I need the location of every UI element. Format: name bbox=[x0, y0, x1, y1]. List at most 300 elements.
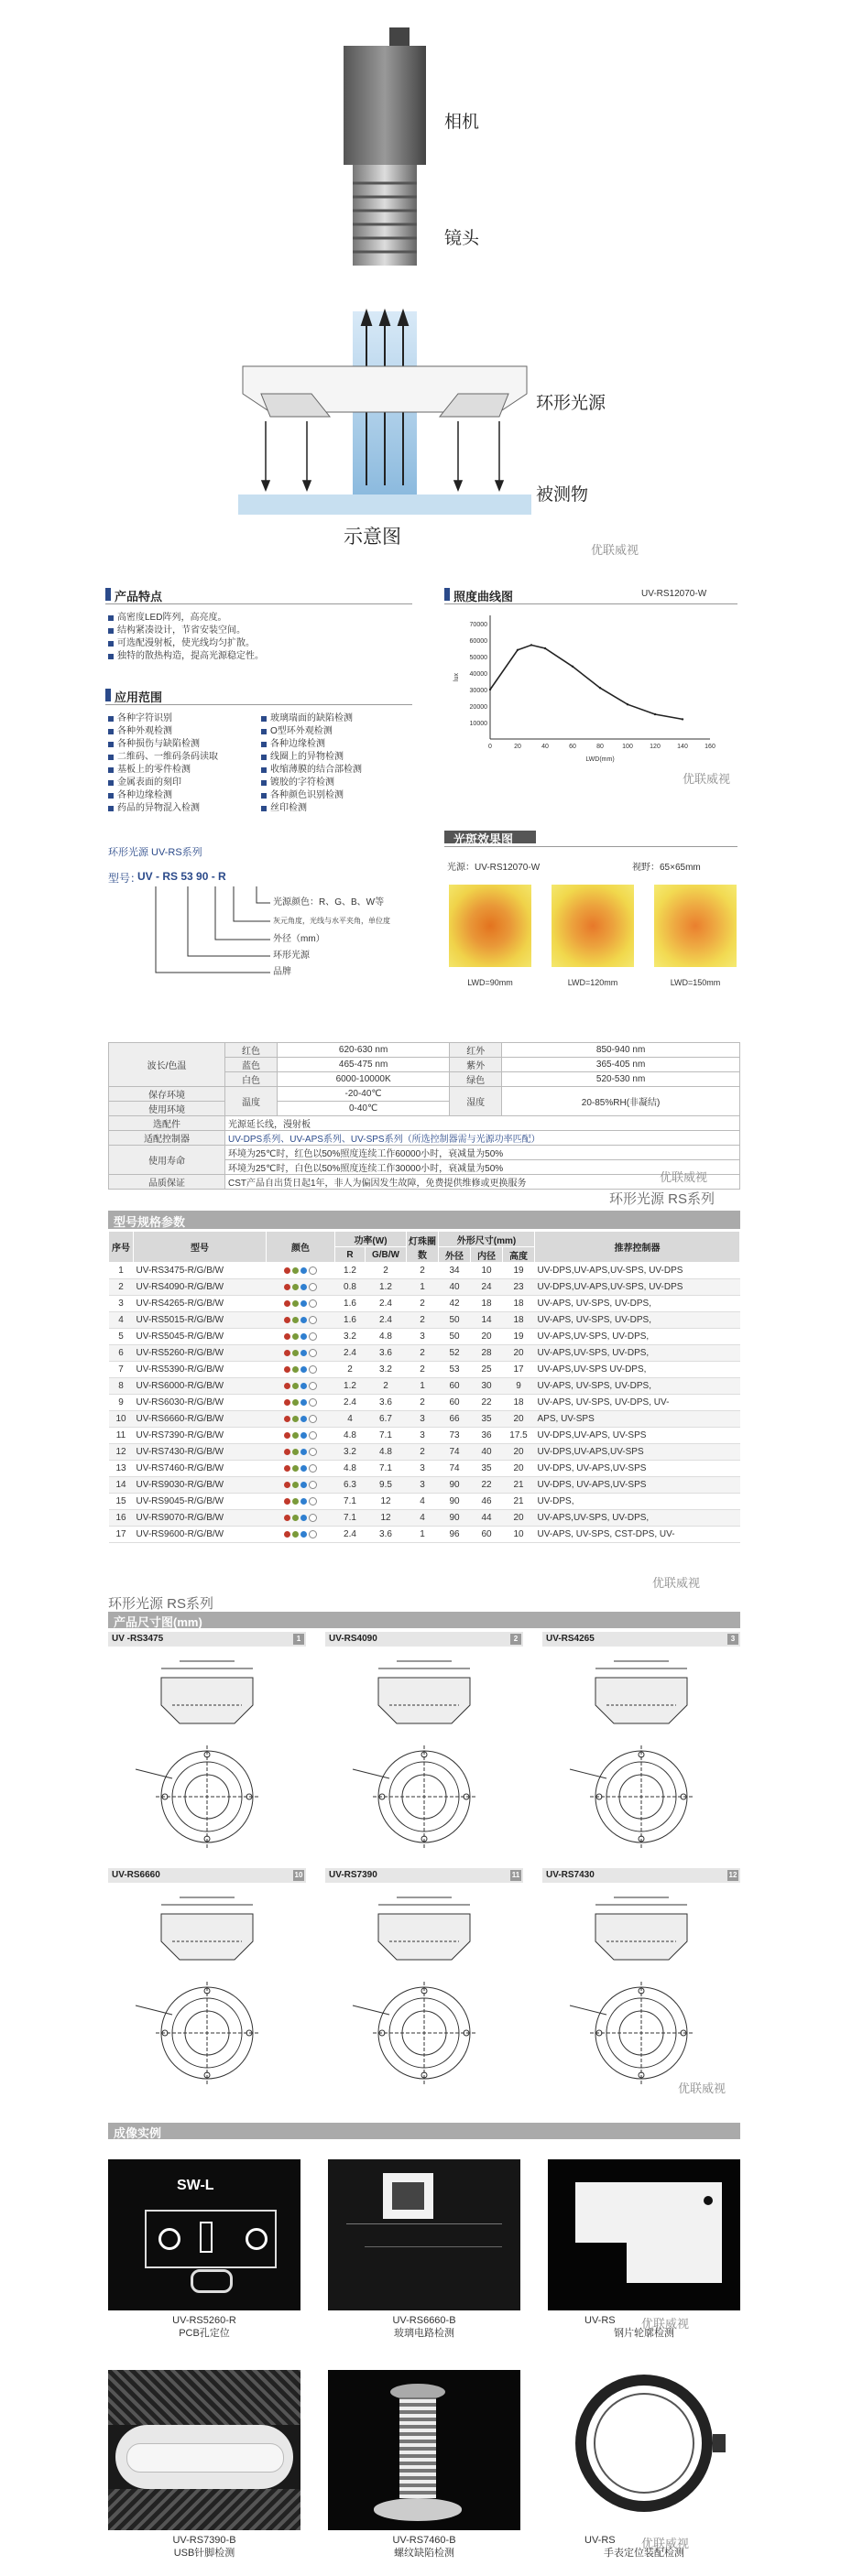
example-desc: 玻璃电路检测 bbox=[394, 2328, 454, 2339]
table-cell: 4 bbox=[407, 1510, 439, 1527]
table-cell: 4.8 bbox=[335, 1461, 366, 1477]
table-cell: UV-DPS,UV-APS,UV-SPS bbox=[535, 1444, 740, 1461]
table-cell: 60 bbox=[439, 1378, 471, 1395]
color-dot bbox=[300, 1449, 307, 1455]
color-dot bbox=[309, 1448, 317, 1456]
color-dot bbox=[284, 1267, 290, 1274]
table-cell: 15 bbox=[109, 1494, 134, 1510]
color-dots bbox=[267, 1477, 335, 1494]
color-dot bbox=[292, 1449, 299, 1455]
table-cell: 6 bbox=[109, 1345, 134, 1362]
color-dot bbox=[309, 1266, 317, 1275]
color-dot bbox=[284, 1284, 290, 1290]
color-dot bbox=[284, 1482, 290, 1488]
table-cell: UV-RS9030-R/G/B/W bbox=[134, 1477, 267, 1494]
dim-panel bbox=[108, 1632, 306, 1856]
table-cell: UV-RS6000-R/G/B/W bbox=[134, 1378, 267, 1395]
list-item: 各种边缘检测 bbox=[108, 789, 255, 802]
color-dots bbox=[267, 1461, 335, 1477]
lens-label: 镜头 bbox=[444, 229, 480, 248]
table-cell: 2 bbox=[335, 1362, 366, 1378]
color-dots bbox=[267, 1362, 335, 1378]
y-tick-label: 70000 bbox=[469, 622, 487, 628]
list-item: 结构紧凑设计，节省安装空间。 bbox=[108, 625, 410, 637]
table-cell: 4 bbox=[109, 1312, 134, 1329]
table-cell: 3 bbox=[407, 1411, 439, 1428]
color-dot bbox=[300, 1366, 307, 1373]
table-cell: 35 bbox=[471, 1411, 503, 1428]
table-cell: 9.5 bbox=[366, 1477, 407, 1494]
table-cell: 42 bbox=[439, 1296, 471, 1312]
table-cell: 4 bbox=[335, 1411, 366, 1428]
example-model: UV-RS5260-R bbox=[172, 2315, 236, 2326]
color-dot bbox=[300, 1482, 307, 1488]
list-item: 各种颜色识别检测 bbox=[261, 789, 412, 802]
table-cell: UV-DPS, UV-APS,UV-SPS bbox=[535, 1461, 740, 1477]
data-point bbox=[599, 687, 601, 689]
table-row bbox=[109, 1428, 740, 1444]
color-dot bbox=[284, 1366, 290, 1373]
table-row: 品质保证 CST产品自出货日起1年，非人为偏因发生故障，免费提供维修或更换服务 bbox=[109, 1175, 740, 1190]
table-cell: 40 bbox=[471, 1444, 503, 1461]
list-item: 金属表面的刻印 bbox=[108, 777, 255, 789]
table-cell: 25 bbox=[471, 1362, 503, 1378]
series-line bbox=[490, 645, 683, 719]
dim-model-name: UV-RS4090 bbox=[329, 1634, 377, 1644]
color-dot bbox=[309, 1382, 317, 1390]
dim-model-name: UV-RS4265 bbox=[546, 1634, 595, 1644]
table-cell: 21 bbox=[503, 1494, 535, 1510]
table-row bbox=[109, 1461, 740, 1477]
dim-panel bbox=[108, 1868, 306, 2092]
list-item: 丝印检测 bbox=[261, 802, 412, 815]
table-cell: 3.2 bbox=[335, 1444, 366, 1461]
examples-heading: 成像实例 bbox=[108, 2123, 740, 2139]
x-tick-label: 80 bbox=[596, 744, 604, 750]
spec-table bbox=[108, 1042, 740, 1190]
table-cell: 46 bbox=[471, 1494, 503, 1510]
table-cell: 16 bbox=[109, 1510, 134, 1527]
list-item: 镀胶的字符检测 bbox=[261, 777, 412, 789]
data-point bbox=[544, 647, 546, 649]
color-dot bbox=[300, 1432, 307, 1439]
table-cell: 20 bbox=[471, 1329, 503, 1345]
color-dot bbox=[300, 1465, 307, 1472]
spot-caption: LWD=120mm bbox=[567, 978, 618, 987]
color-dot bbox=[284, 1383, 290, 1389]
list-item: 可选配漫射板，使光线均匀扩散。 bbox=[108, 637, 410, 650]
color-dot bbox=[309, 1365, 317, 1374]
table-cell: 2 bbox=[407, 1263, 439, 1279]
table-cell: 1 bbox=[109, 1263, 134, 1279]
table-cell: 2 bbox=[407, 1444, 439, 1461]
table-cell: 17 bbox=[109, 1527, 134, 1543]
table-cell: UV-APS,UV-SPS, UV-DPS, bbox=[535, 1510, 740, 1527]
list-item: 收缩薄膜的结合部检测 bbox=[261, 764, 412, 777]
object-label: 被测物 bbox=[536, 485, 589, 505]
table-row bbox=[109, 1477, 740, 1494]
data-point bbox=[627, 703, 628, 705]
color-dot bbox=[284, 1515, 290, 1521]
models-heading: 型号规格参数 bbox=[108, 1211, 740, 1229]
table-cell: 2.4 bbox=[335, 1345, 366, 1362]
table-cell: 10 bbox=[471, 1263, 503, 1279]
diagram bbox=[0, 0, 852, 568]
color-dot bbox=[284, 1449, 290, 1455]
table-cell: 11 bbox=[109, 1428, 134, 1444]
watermark: 优联威视 bbox=[641, 2317, 690, 2331]
dim-model-name: UV-RS7390 bbox=[329, 1870, 377, 1880]
color-dot bbox=[292, 1383, 299, 1389]
x-tick-label: 160 bbox=[705, 744, 715, 750]
color-dot bbox=[309, 1530, 317, 1538]
model-code: UV - RS 53 90 - R bbox=[137, 870, 226, 883]
color-dot bbox=[300, 1333, 307, 1340]
color-dot bbox=[309, 1283, 317, 1291]
table-cell: 3 bbox=[109, 1296, 134, 1312]
list-item: 高密度LED阵列，高亮度。 bbox=[108, 612, 410, 625]
table-row: 选配件 光源延长线，漫射板 bbox=[109, 1116, 740, 1131]
table-cell: UV-APS,UV-SPS, UV-DPS, bbox=[535, 1345, 740, 1362]
example-image-usb bbox=[108, 2370, 300, 2530]
table-cell: 20 bbox=[503, 1411, 535, 1428]
table-cell: 1 bbox=[407, 1378, 439, 1395]
dims-heading: 产品尺寸图(mm) bbox=[108, 1612, 740, 1628]
table-cell: UV-APS, UV-SPS, UV-DPS, bbox=[535, 1378, 740, 1395]
table-row bbox=[109, 1411, 740, 1428]
dim-panel-title bbox=[108, 1632, 306, 1647]
table-cell: 3 bbox=[407, 1477, 439, 1494]
table-cell: 13 bbox=[109, 1461, 134, 1477]
x-tick-label: 60 bbox=[569, 744, 576, 750]
table-cell: 6.7 bbox=[366, 1411, 407, 1428]
dim-panel bbox=[542, 1632, 740, 1856]
dim-drawing bbox=[542, 1650, 740, 1856]
color-dot bbox=[292, 1284, 299, 1290]
table-cell: 12 bbox=[366, 1494, 407, 1510]
dim-panel bbox=[325, 1868, 523, 2092]
example-desc: 手表定位装配检测 bbox=[604, 2548, 684, 2559]
color-dot bbox=[309, 1514, 317, 1522]
series-label: 环形光源 RS系列 bbox=[609, 1191, 715, 1207]
color-dot bbox=[292, 1465, 299, 1472]
x-tick-label: 40 bbox=[541, 744, 549, 750]
table-row: 白色 6000-10000K 绿色 520-530 nm bbox=[109, 1072, 740, 1087]
table-cell: UV-RS4090-R/G/B/W bbox=[134, 1279, 267, 1296]
curve-model: UV-RS12070-W bbox=[641, 589, 707, 599]
color-dot bbox=[309, 1497, 317, 1505]
color-dot bbox=[309, 1431, 317, 1440]
dim-panel-number: 11 bbox=[511, 1871, 520, 1879]
table-cell: 20 bbox=[503, 1444, 535, 1461]
table-cell: 17 bbox=[503, 1362, 535, 1378]
ring-light-label: 环形光源 bbox=[536, 394, 606, 413]
table-cell: 3.6 bbox=[366, 1395, 407, 1411]
list-item: 药品的异物混入检测 bbox=[108, 802, 255, 815]
example-image-pcb bbox=[108, 2159, 300, 2310]
spot-image bbox=[654, 885, 737, 967]
y-tick-label: 30000 bbox=[469, 688, 487, 694]
model-code-leaders bbox=[147, 885, 275, 976]
table-cell: 35 bbox=[471, 1461, 503, 1477]
color-dot bbox=[292, 1498, 299, 1505]
table-cell: 9 bbox=[503, 1378, 535, 1395]
color-dots bbox=[267, 1527, 335, 1543]
table-cell: 40 bbox=[439, 1279, 471, 1296]
color-dots bbox=[267, 1510, 335, 1527]
table-cell: UV-RS3475-R/G/B/W bbox=[134, 1263, 267, 1279]
table-cell: 14 bbox=[109, 1477, 134, 1494]
color-dot bbox=[284, 1432, 290, 1439]
dim-panel bbox=[542, 1868, 740, 2092]
list-item: 基板上的零件检测 bbox=[108, 764, 255, 777]
table-cell: UV-RS5260-R/G/B/W bbox=[134, 1345, 267, 1362]
color-dot bbox=[292, 1416, 299, 1422]
applications-list-2 bbox=[261, 712, 412, 815]
color-dot bbox=[284, 1350, 290, 1356]
dim-panel-title bbox=[542, 1868, 740, 1883]
table-cell: 2 bbox=[407, 1296, 439, 1312]
table-cell: 2.4 bbox=[366, 1312, 407, 1329]
example-model: UV-RS bbox=[584, 2535, 616, 2546]
table-cell: 7 bbox=[109, 1362, 134, 1378]
table-cell: 30 bbox=[471, 1378, 503, 1395]
dim-model-name: UV-RS7430 bbox=[546, 1870, 595, 1880]
features-heading: 产品特点 bbox=[105, 586, 412, 604]
color-dots bbox=[267, 1312, 335, 1329]
table-cell: 1 bbox=[407, 1279, 439, 1296]
watermark: 优联威视 bbox=[683, 772, 731, 786]
data-point bbox=[530, 644, 532, 646]
dim-panel-title bbox=[325, 1868, 523, 1883]
table-header-row: R G/B/W 外径 内径 高度 bbox=[109, 1247, 740, 1263]
table-cell: 4.8 bbox=[366, 1329, 407, 1345]
table-row bbox=[109, 1510, 740, 1527]
code-part: 外径（mm） bbox=[273, 934, 325, 944]
table-cell: 1 bbox=[407, 1527, 439, 1543]
color-dot bbox=[300, 1383, 307, 1389]
x-tick-label: 140 bbox=[677, 744, 688, 750]
color-dot bbox=[292, 1366, 299, 1373]
curve-heading: 照度曲线图 bbox=[444, 586, 737, 604]
color-dots bbox=[267, 1395, 335, 1411]
table-cell: 17.5 bbox=[503, 1428, 535, 1444]
color-dot bbox=[292, 1300, 299, 1307]
dim-panel-title bbox=[542, 1632, 740, 1647]
table-cell: 3.6 bbox=[366, 1345, 407, 1362]
table-cell: UV-APS, UV-SPS, UV-DPS, bbox=[535, 1296, 740, 1312]
table-cell: 19 bbox=[503, 1329, 535, 1345]
table-cell: 8 bbox=[109, 1378, 134, 1395]
table-row bbox=[109, 1378, 740, 1395]
color-dots bbox=[267, 1279, 335, 1296]
color-dots bbox=[267, 1296, 335, 1312]
table-cell: 52 bbox=[439, 1345, 471, 1362]
table-cell: UV-DPS,UV-APS,UV-SPS, UV-DPS bbox=[535, 1263, 740, 1279]
table-row bbox=[109, 1395, 740, 1411]
color-dot bbox=[300, 1284, 307, 1290]
color-dot bbox=[292, 1432, 299, 1439]
table-cell: 3.2 bbox=[335, 1329, 366, 1345]
table-cell: UV-DPS,UV-APS,UV-SPS, UV-DPS bbox=[535, 1279, 740, 1296]
data-point bbox=[654, 713, 656, 715]
table-cell: 1.6 bbox=[335, 1296, 366, 1312]
table-cell: 23 bbox=[503, 1279, 535, 1296]
table-cell: 21 bbox=[503, 1477, 535, 1494]
dim-drawing bbox=[542, 1886, 740, 2092]
table-row bbox=[109, 1444, 740, 1461]
color-dots bbox=[267, 1494, 335, 1510]
table-cell: 1.6 bbox=[335, 1312, 366, 1329]
table-cell: 2 bbox=[366, 1263, 407, 1279]
table-cell: 1.2 bbox=[335, 1378, 366, 1395]
list-item: 独特的散热构造，提高光源稳定性。 bbox=[108, 650, 410, 663]
table-cell: UV-APS, UV-SPS, UV-DPS, bbox=[535, 1312, 740, 1329]
table-cell: 22 bbox=[471, 1395, 503, 1411]
color-dot bbox=[284, 1498, 290, 1505]
table-row bbox=[109, 1312, 740, 1329]
table-cell: APS, UV-SPS bbox=[535, 1411, 740, 1428]
dim-panel bbox=[325, 1632, 523, 1856]
color-dot bbox=[309, 1316, 317, 1324]
table-cell: UV-DPS, UV-APS,UV-SPS bbox=[535, 1477, 740, 1494]
table-row bbox=[109, 1527, 740, 1543]
color-dots bbox=[267, 1329, 335, 1345]
color-dot bbox=[292, 1531, 299, 1538]
table-row: 环境为25℃时，白色以50%照度连续工作30000小时，衰减量为50% bbox=[109, 1160, 740, 1175]
table-cell: 14 bbox=[471, 1312, 503, 1329]
y-tick-label: 20000 bbox=[469, 704, 487, 711]
table-cell: 18 bbox=[471, 1296, 503, 1312]
table-cell: 12 bbox=[109, 1444, 134, 1461]
table-cell: 18 bbox=[503, 1395, 535, 1411]
table-cell: 2 bbox=[407, 1345, 439, 1362]
table-cell: 9 bbox=[109, 1395, 134, 1411]
table-row bbox=[109, 1329, 740, 1345]
color-dot bbox=[284, 1416, 290, 1422]
color-dot bbox=[309, 1415, 317, 1423]
table-cell: 20 bbox=[503, 1510, 535, 1527]
y-axis-label: lux bbox=[453, 673, 460, 681]
spot-image bbox=[449, 885, 531, 967]
table-cell: UV-RS5390-R/G/B/W bbox=[134, 1362, 267, 1378]
table-cell: 10 bbox=[109, 1411, 134, 1428]
table-cell: 28 bbox=[471, 1345, 503, 1362]
table-row bbox=[109, 1362, 740, 1378]
table-cell: UV-RS5045-R/G/B/W bbox=[134, 1329, 267, 1345]
dim-drawing bbox=[325, 1886, 523, 2092]
table-cell: 18 bbox=[503, 1312, 535, 1329]
color-dot bbox=[292, 1317, 299, 1323]
color-dot bbox=[284, 1333, 290, 1340]
table-cell: 50 bbox=[439, 1329, 471, 1345]
diagram-title: 示意图 bbox=[344, 527, 401, 548]
table-cell: UV-RS9070-R/G/B/W bbox=[134, 1510, 267, 1527]
table-row bbox=[109, 1345, 740, 1362]
table-cell: 19 bbox=[503, 1263, 535, 1279]
list-item: 各种字符识别 bbox=[108, 712, 255, 725]
spot-heading: 光斑效果图 bbox=[444, 829, 737, 847]
table-cell: 20 bbox=[503, 1461, 535, 1477]
table-cell: 4.8 bbox=[366, 1444, 407, 1461]
table-cell: 2.4 bbox=[366, 1296, 407, 1312]
features-list bbox=[108, 612, 410, 663]
example-desc: USB针脚检测 bbox=[173, 2548, 235, 2559]
series-label: 环形光源 RS系列 bbox=[108, 1596, 214, 1612]
table-cell: UV-RS9600-R/G/B/W bbox=[134, 1527, 267, 1543]
data-point bbox=[517, 649, 519, 651]
color-dots bbox=[267, 1378, 335, 1395]
table-cell: 12 bbox=[366, 1510, 407, 1527]
table-cell: 2.4 bbox=[335, 1395, 366, 1411]
table-cell: 3.2 bbox=[366, 1362, 407, 1378]
color-dot bbox=[300, 1515, 307, 1521]
table-row: 波长/色温 红色 620-630 nm 红外 850-940 nm bbox=[109, 1043, 740, 1058]
table-cell: 3.6 bbox=[366, 1527, 407, 1543]
color-dot bbox=[300, 1416, 307, 1422]
color-dot bbox=[284, 1465, 290, 1472]
color-dot bbox=[292, 1482, 299, 1488]
dim-panel-title bbox=[108, 1868, 306, 1883]
color-dots bbox=[267, 1411, 335, 1428]
illumination-chart bbox=[444, 604, 747, 778]
y-tick-label: 40000 bbox=[469, 671, 487, 678]
table-cell: 3 bbox=[407, 1461, 439, 1477]
dim-panel-number: 12 bbox=[728, 1871, 737, 1879]
code-part: 品牌 bbox=[273, 967, 291, 977]
table-cell: 7.1 bbox=[366, 1461, 407, 1477]
spot-model: 光源：UV-RS12070-W bbox=[447, 863, 541, 873]
example-desc: 螺纹缺陷检测 bbox=[394, 2548, 454, 2559]
x-tick-label: 100 bbox=[622, 744, 633, 750]
table-cell: UV-APS, UV-SPS, CST-DPS, UV- bbox=[535, 1527, 740, 1543]
dim-panel-title bbox=[325, 1632, 523, 1647]
table-cell: 44 bbox=[471, 1510, 503, 1527]
dim-drawing bbox=[108, 1886, 306, 2092]
table-cell: 34 bbox=[439, 1263, 471, 1279]
color-dot bbox=[284, 1300, 290, 1307]
table-cell: UV-RS5015-R/G/B/W bbox=[134, 1312, 267, 1329]
table-cell: 66 bbox=[439, 1411, 471, 1428]
spot-image bbox=[552, 885, 634, 967]
list-item: 各种外观检测 bbox=[108, 725, 255, 738]
table-cell: 0.8 bbox=[335, 1279, 366, 1296]
models-table bbox=[108, 1231, 740, 1543]
table-cell: 90 bbox=[439, 1477, 471, 1494]
table-cell: UV-RS7390-R/G/B/W bbox=[134, 1428, 267, 1444]
y-tick-label: 50000 bbox=[469, 655, 487, 661]
watermark: 优联威视 bbox=[652, 1576, 701, 1590]
watermark: 优联威视 bbox=[641, 2537, 690, 2550]
table-cell: 1.2 bbox=[335, 1263, 366, 1279]
color-dot bbox=[300, 1531, 307, 1538]
color-dot bbox=[284, 1399, 290, 1406]
table-cell: 2 bbox=[366, 1378, 407, 1395]
watermark: 优联威视 bbox=[660, 1170, 708, 1184]
x-tick-label: 20 bbox=[514, 744, 521, 750]
table-cell: 2 bbox=[407, 1362, 439, 1378]
color-dot bbox=[300, 1317, 307, 1323]
table-row bbox=[109, 1279, 740, 1296]
dim-drawing bbox=[108, 1650, 306, 1856]
color-dots bbox=[267, 1263, 335, 1279]
example-image-watch bbox=[548, 2370, 740, 2530]
table-cell: 5 bbox=[109, 1329, 134, 1345]
color-dot bbox=[309, 1349, 317, 1357]
color-dot bbox=[309, 1332, 317, 1341]
table-cell: 20 bbox=[503, 1345, 535, 1362]
watermark: 优联威视 bbox=[678, 2081, 726, 2095]
